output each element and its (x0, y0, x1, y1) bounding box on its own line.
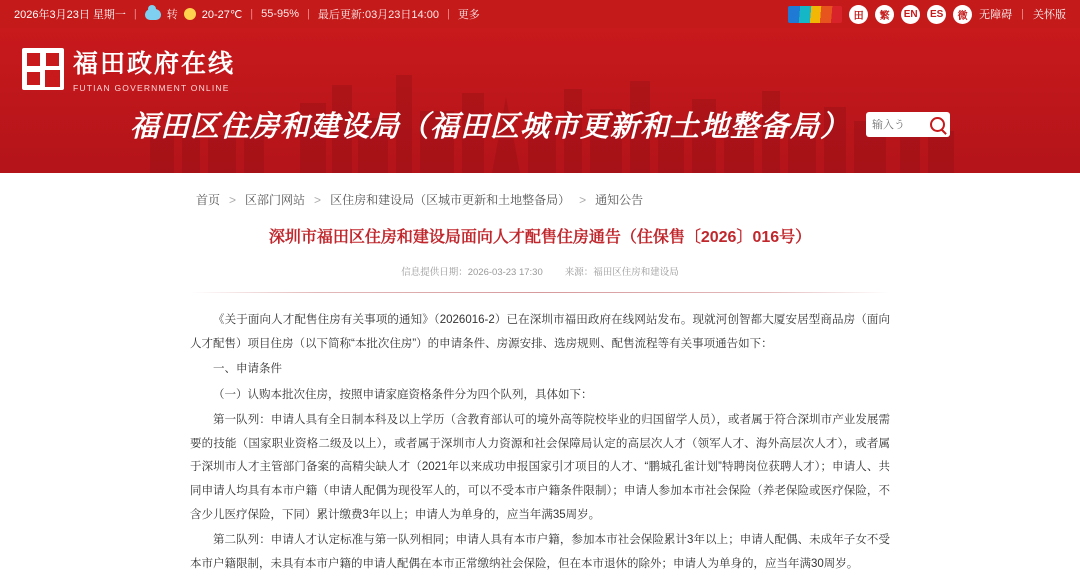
breadcrumb (0, 173, 1080, 222)
top-utility-bar (0, 0, 1080, 28)
search-icon[interactable] (930, 117, 945, 132)
article-paragraph: 第一队列：申请人具有全日制本科及以上学历（含教育部认可的境外高等院校毕业的归国留学人员），或者属于符合深圳市产业发展需要的技能（国家职业资格二级及以上），或者属于深圳市人力资源和社会保障局认定的高层次人才（领军人才、海外高层次人才），或者属于深圳市人才主管部门备案的高精尖缺人才（2021年以来成功申报国家引才项目的人才、“鹏城孔雀计划”特聘岗位获聘人才）；申请人、共同申请人均具有本市户籍（申请人配偶为现役军人的，可以不受本市户籍条件限制）；申请人参加本市社会保险（养老保险或医疗保险，不含少儿医疗保险，下同）累计缴费3年以上；申请人为单身的，应当年满35周岁。 (190, 414, 890, 521)
english-button[interactable]: EN (901, 5, 920, 24)
breadcrumb-item-notice[interactable]: 通知公告 (595, 193, 644, 207)
logo-title-cn: 福田政府在线 (73, 51, 236, 78)
logo-title-en: FUTIAN GOVERNMENT ONLINE (73, 83, 230, 93)
search-input[interactable] (872, 119, 926, 131)
breadcrumb-separator-1: > (229, 192, 237, 207)
right-separator: | (1021, 8, 1024, 20)
wechat-button[interactable]: 微 (953, 5, 972, 24)
current-date: 2026年3月23日 星期一 (14, 9, 126, 21)
humidity-value: 55-95% (261, 8, 300, 20)
temperature-value: 20-27℃ (201, 8, 243, 21)
last-update-label: 最后更新:03月23日14:00 (317, 9, 439, 21)
article-paragraph: 第二队列：申请人才认定标准与第一队列相同；申请人具有本市户籍，参加本市社会保险累计3年以上；申请人配偶、未成年子女不受本市户籍限制，未具有本市户籍的申请人配偶在本市正常缴纳社会保险，但在本市退休的除外；申请人为单身的，应当年满30周岁。 (190, 534, 890, 570)
traditional-chinese-button[interactable]: 繁 (875, 5, 894, 24)
grid-icon[interactable]: 田 (849, 5, 868, 24)
breadcrumb-item-home[interactable]: 首页 (196, 193, 221, 207)
logo-mark-icon: ★ (22, 48, 64, 90)
breadcrumb-item-dept-sites[interactable]: 区部门网站 (245, 193, 306, 207)
article-publish-date: 信息提供日期：2026-03-23 17:30 (401, 267, 543, 278)
site-logo[interactable] (22, 44, 235, 93)
article-source: 来源：福田区住房和建设局 (564, 267, 679, 278)
article-title: 深圳市福田区住房和建设局面向人才配售住房通告（住保售〔2026〕016号） (268, 229, 812, 246)
site-banner (0, 28, 1080, 173)
article-paragraph: 《关于面向人才配售住房有关事项的通知》（2026016-2）已在深圳市福田政府在线网站发布。现就河创智都大厦安居型商品房（面向人才配售）项目住房（以下简称“本批次住房”）的申请条件、房源安排、选房规则、配售流程等有关事项通告如下： (190, 314, 890, 350)
search-box[interactable] (866, 112, 950, 137)
topbar-separator-4: | (446, 8, 450, 20)
spanish-button[interactable]: ES (927, 5, 946, 24)
topbar-separator-3: | (307, 8, 310, 20)
article-divider (190, 292, 890, 293)
breadcrumb-separator-2: > (314, 192, 322, 207)
accessibility-link[interactable]: 无障碍 (979, 9, 1013, 21)
breadcrumb-separator-3: > (579, 192, 587, 207)
article-meta (190, 264, 890, 278)
page-title: 福田区住房和建设局（福田区城市更新和土地整备局） (129, 111, 850, 143)
care-version-link[interactable]: 关怀版 (1033, 9, 1066, 21)
topbar-separator: | (133, 8, 137, 20)
weather-change-label: 转 (166, 9, 178, 21)
article-body (190, 222, 890, 576)
main-content (0, 173, 1080, 576)
article-paragraph: （一）认购本批次住房，按照申请家庭资格条件分为四个队列，具体如下： (213, 388, 593, 401)
article-paragraph: 一、申请条件 (213, 363, 282, 376)
breadcrumb-item-housing-bureau[interactable]: 区住房和建设局（区城市更新和土地整备局） (330, 193, 571, 207)
sun-icon (184, 8, 196, 20)
rainbow-flag-icon (788, 6, 842, 23)
banner-title-area (0, 104, 1080, 145)
more-link[interactable]: 更多 (457, 9, 480, 21)
topbar-separator-2: | (250, 8, 254, 20)
cloud-icon (145, 9, 161, 20)
